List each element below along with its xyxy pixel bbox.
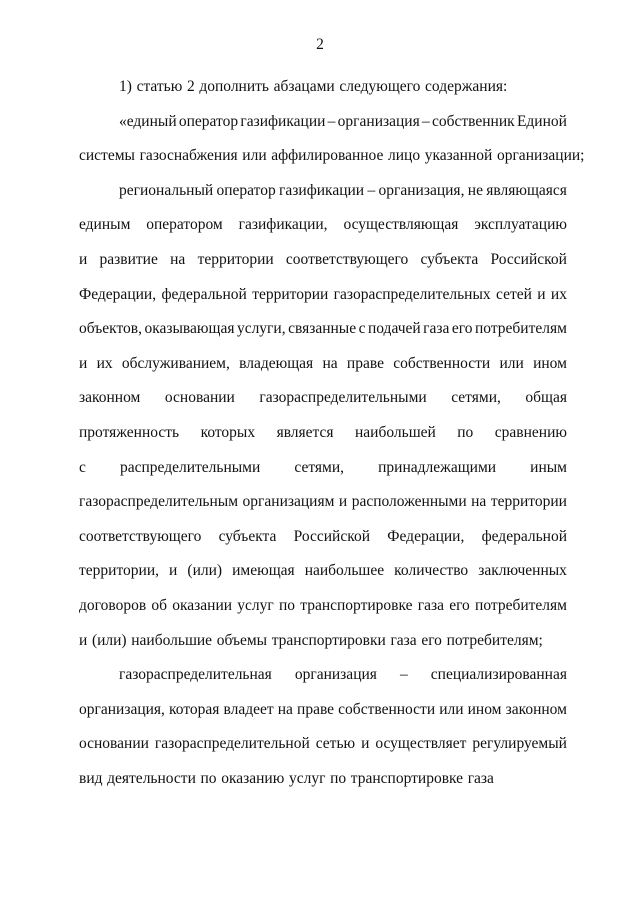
text-line: «единый оператор газификации – организация – собственник Единой [119,112,567,130]
text-line: территории, и (или) имеющая наибольшее количество заключенных [79,562,567,580]
text-line: и их обслуживанием, владеющая на праве собственности или ином [79,354,567,372]
text-line: газораспределительным организациям и расположенными на территории [79,493,567,511]
page-number: 2 [316,36,324,53]
text-line: газораспределительная организация – специализированная [119,666,567,684]
text-line: региональный оператор газификации – организация, не являющаяся [119,181,567,199]
text-line: системы газоснабжения или аффилированное лицо указанной организации; [79,147,585,165]
paragraph [79,658,567,796]
text-line: 1) статью 2 дополнить абзацами следующего содержания: [119,78,508,95]
document-body [79,70,585,796]
text-line: договоров об оказании услуг по транспортировке газа его потребителям [79,596,567,614]
text-line: с распределительными сетями, принадлежащими иным [79,458,567,476]
text-line: протяженность которых является наибольшей по сравнению [79,423,567,441]
text-line: законном основании газораспределительными сетями, общая [79,389,567,407]
paragraph [79,70,567,105]
paragraph [79,105,585,174]
text-line: объектов, оказывающая услуги, связанные с подачей газа его потребителям [79,320,567,338]
text-line: соответствующего субъекта Российской Федерации, федеральной [79,527,567,545]
text-line: Федерации, федеральной территории газораспределительных сетей и их [79,285,567,303]
text-line: организация, которая владеет на праве собственности или ином законном [79,700,567,718]
text-line: основании газораспределительной сетью и осуществляет регулируемый [79,735,567,753]
text-line: вид деятельности по оказанию услуг по транспортировке газа [79,769,494,787]
text-line: и (или) наибольшие объемы транспортировки газа его потребителям; [79,631,543,649]
text-line: единым оператором газификации, осуществляющая эксплуатацию [79,216,567,234]
text-line: и развитие на территории соответствующего субъекта Российской [79,250,567,268]
paragraph [79,174,567,658]
